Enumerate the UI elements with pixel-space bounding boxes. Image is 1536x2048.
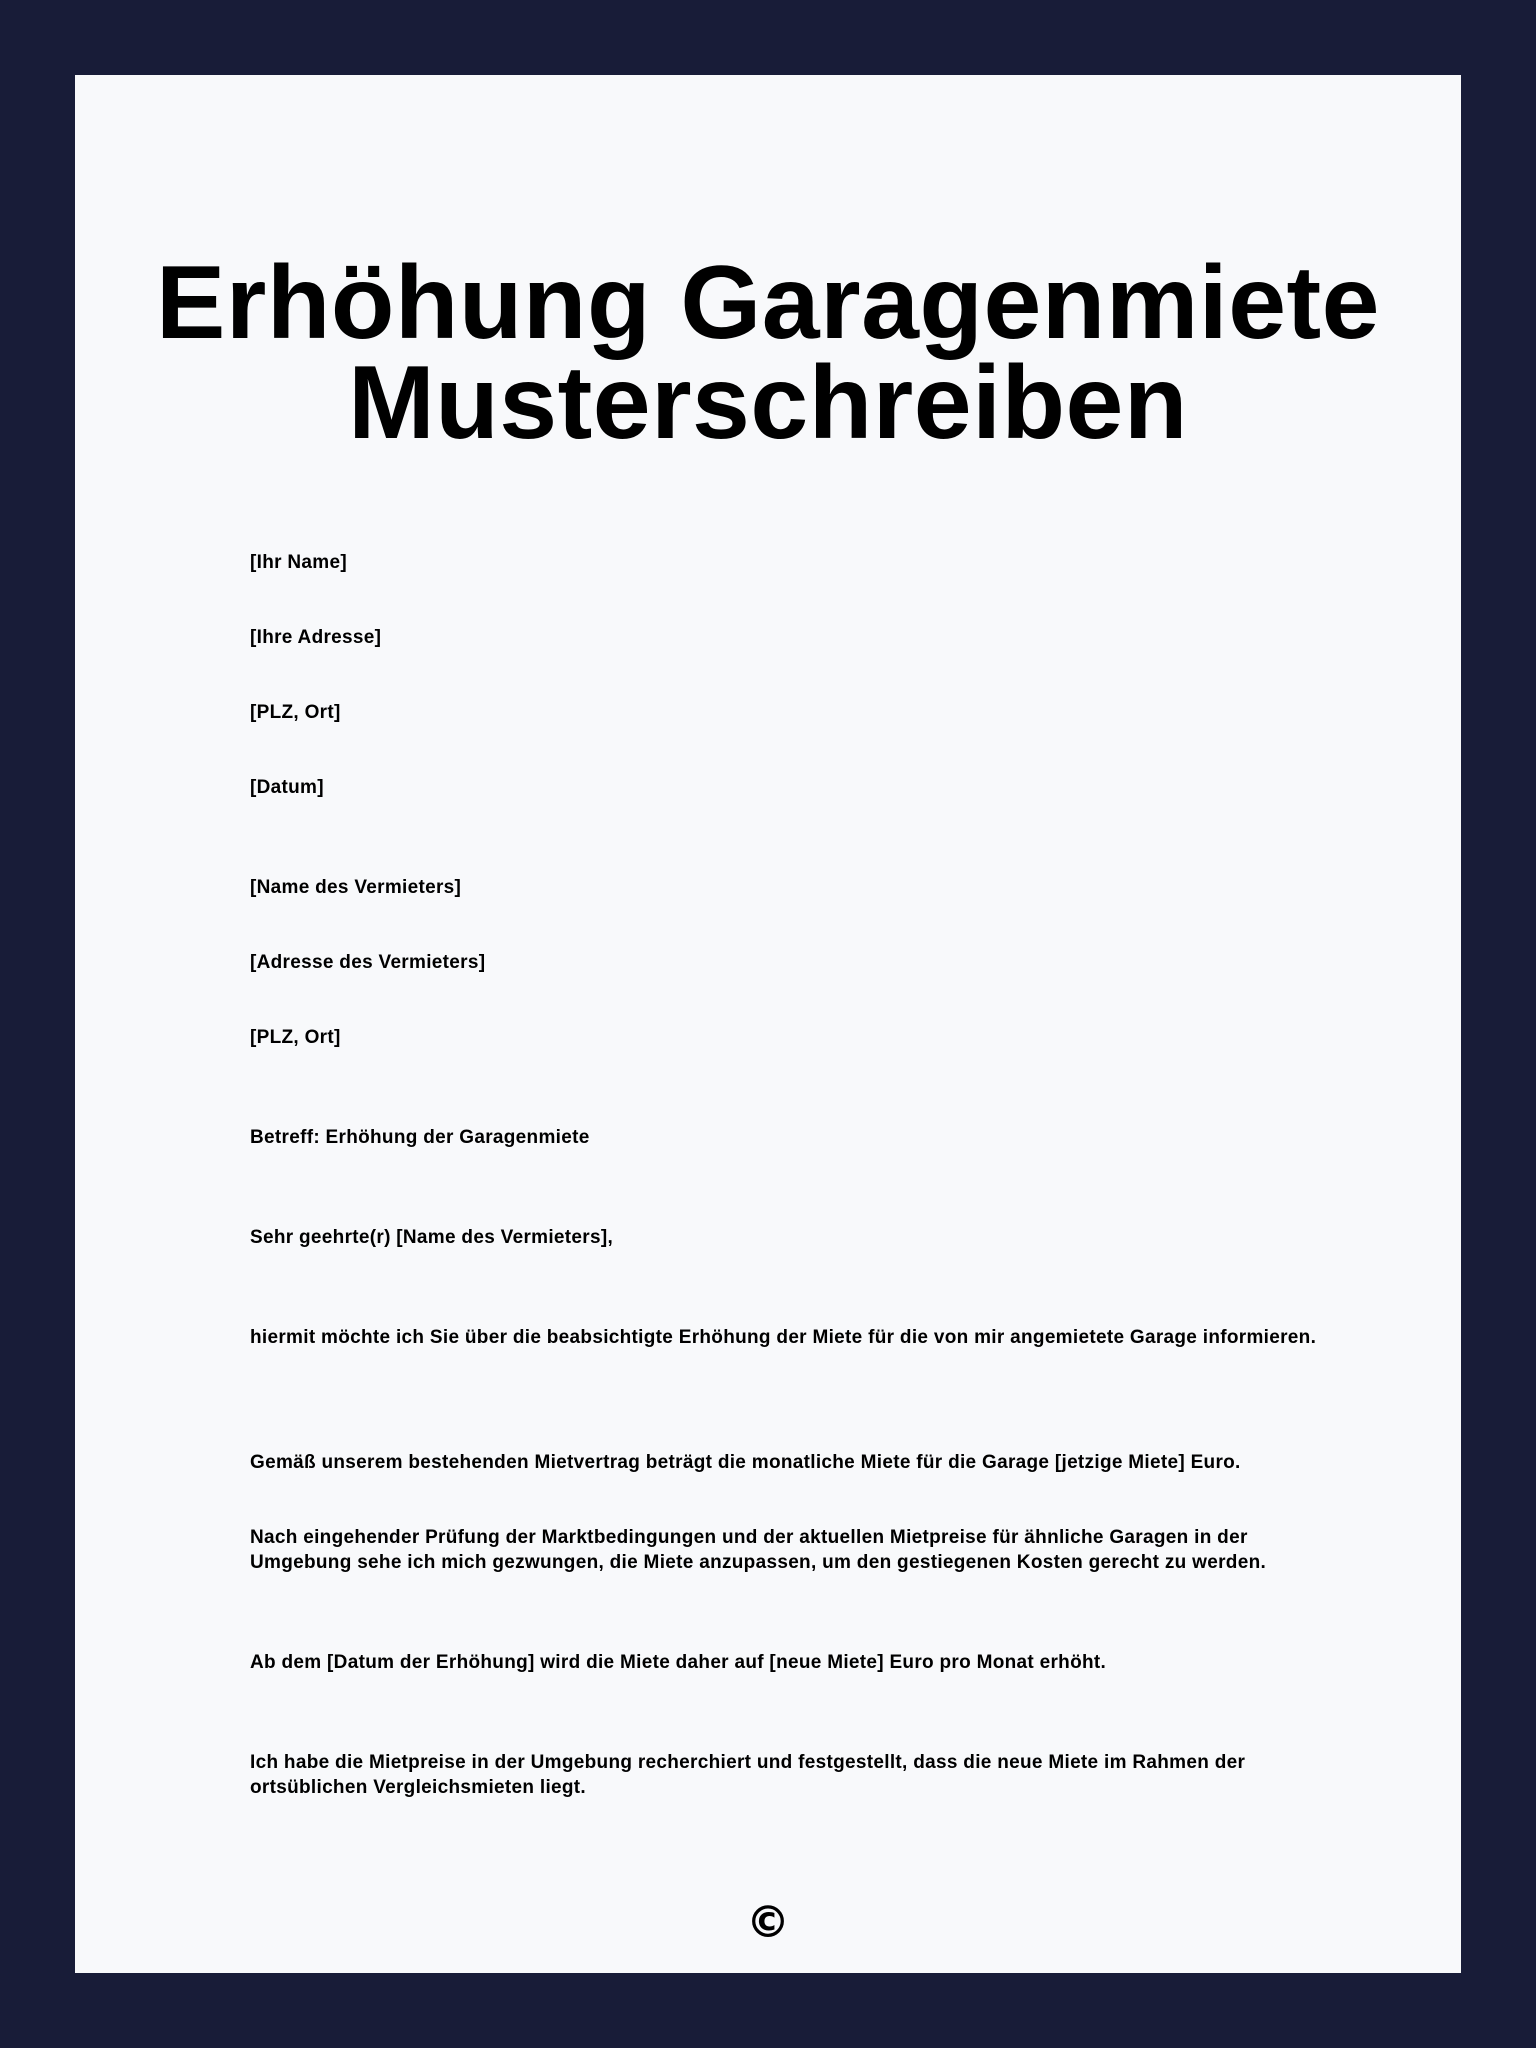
sender-name: [Ihr Name] [250, 552, 347, 573]
letter-date: [Datum] [250, 777, 324, 798]
paragraph-intro: hiermit möchte ich Sie über die beabsichtigte Erhöhung der Miete für die von mir angemietete Garage informieren. [250, 1327, 1317, 1348]
document-title [75, 245, 1461, 461]
document-page [75, 75, 1461, 1973]
recipient-address: [Adresse des Vermieters] [250, 952, 486, 973]
salutation: Sehr geehrte(r) [Name des Vermieters], [250, 1227, 614, 1248]
title-line-1: Erhöhung Garagenmiete [155, 245, 1381, 361]
sender-address: [Ihre Adresse] [250, 627, 382, 648]
sender-city: [PLZ, Ort] [250, 702, 341, 723]
title-line-2: Musterschreiben [348, 345, 1188, 461]
copyright-icon: © [746, 1897, 790, 1948]
recipient-name: [Name des Vermieters] [250, 877, 462, 898]
paragraph-new-rent: Ab dem [Datum der Erhöhung] wird die Miete daher auf [neue Miete] Euro pro Monat erhöht. [250, 1652, 1107, 1673]
paragraph-current-rent: Gemäß unserem bestehenden Mietvertrag beträgt die monatliche Miete für die Garage [jetzige Miete] Euro. [250, 1452, 1241, 1473]
paragraph-reason: Nach eingehender Prüfung der Marktbedingungen und der aktuellen Mietpreise für ähnliche Garagen in der Umgebung sehe ich mich gezwungen, die Miete anzupassen, um den gestiegenen Kosten gerecht zu werden. [250, 1527, 1267, 1573]
paragraph-comparison: Ich habe die Mietpreise in der Umgebung recherchiert und festgestellt, dass die neue Miete im Rahmen der ortsüblichen Vergleichsmieten liegt. [250, 1752, 1246, 1798]
recipient-city: [PLZ, Ort] [250, 1027, 341, 1048]
subject-line: Betreff: Erhöhung der Garagenmiete [250, 1127, 590, 1148]
